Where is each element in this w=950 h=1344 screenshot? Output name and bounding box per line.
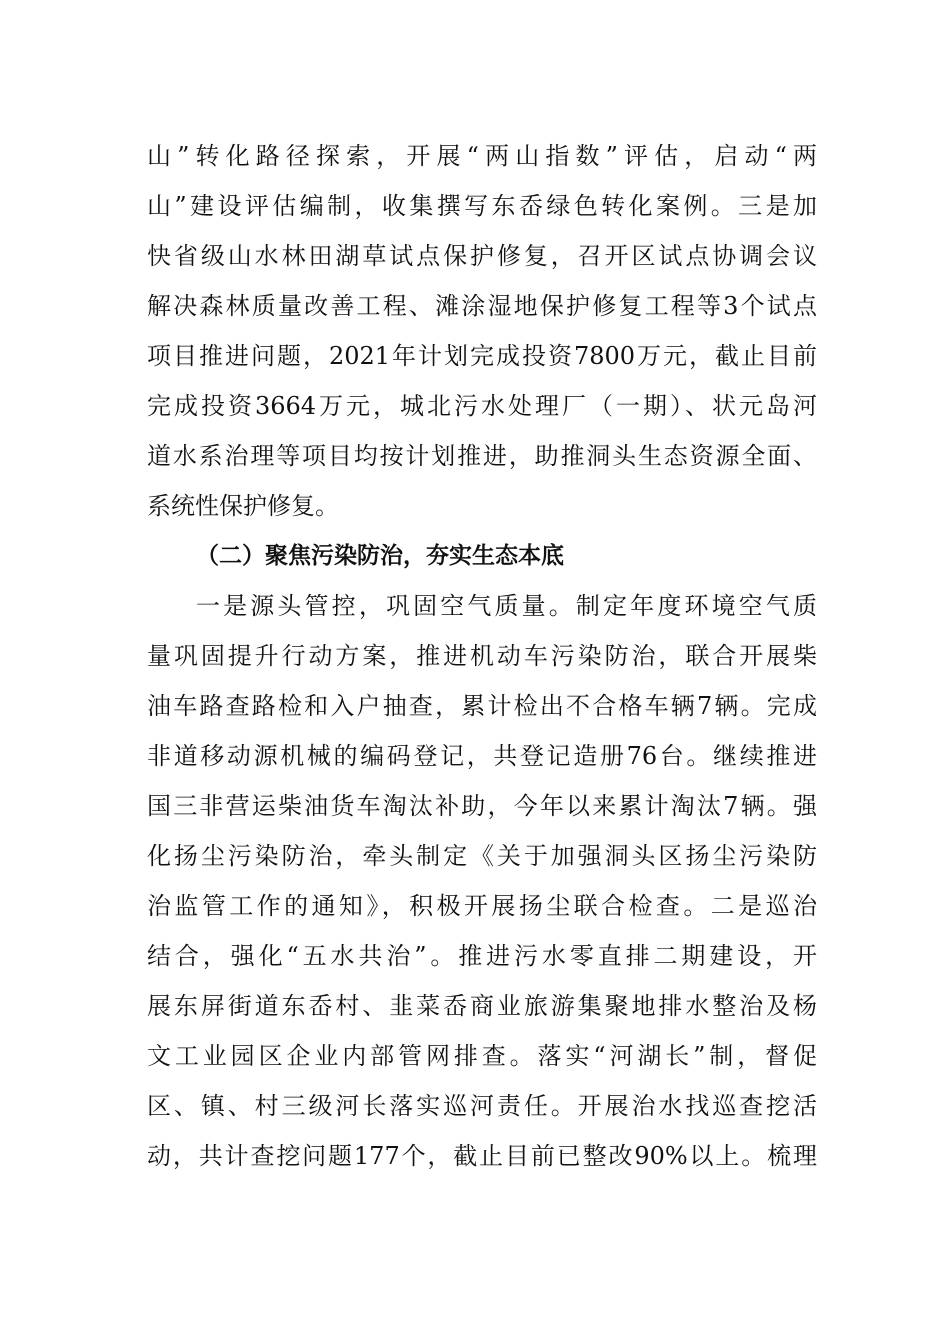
body-text-line: 一是源头管控，巩固空气质量。制定年度环境空气质: [196, 592, 817, 620]
body-text-line: 动，共计查挖问题177个，截止目前已整改90%以上。梳理: [147, 1142, 817, 1170]
body-text-line: 结合，强化“五水共治”。推进污水零直排二期建设，开: [147, 942, 817, 970]
body-text-line: 山”转化路径探索，开展“两山指数”评估，启动“两: [147, 142, 817, 170]
body-text-line: 山”建设评估编制，收集撰写东岙绿色转化案例。三是加: [147, 192, 817, 220]
body-text-line: 文工业园区企业内部管网排查。落实“河湖长”制，督促: [147, 1042, 817, 1070]
body-text-line: 解决森林质量改善工程、滩涂湿地保护修复工程等3个试点: [147, 292, 817, 320]
body-text-line: 治监管工作的通知》，积极开展扬尘联合检查。二是巡治: [147, 892, 817, 920]
body-text-line: 项目推进问题，2021年计划完成投资7800万元，截止目前: [147, 342, 817, 370]
body-text-line: 非道移动源机械的编码登记，共登记造册76台。继续推进: [147, 742, 817, 770]
body-text-line: 系统性保护修复。: [147, 492, 339, 520]
body-text-line: 道水系治理等项目均按计划推进，助推洞头生态资源全面、: [147, 442, 817, 470]
body-text-line: 区、镇、村三级河长落实巡河责任。开展治水找巡查挖活: [147, 1092, 817, 1120]
body-text-line: 量巩固提升行动方案，推进机动车污染防治，联合开展柴: [147, 642, 817, 670]
body-text-line: 化扬尘污染防治，牵头制定《关于加强洞头区扬尘污染防: [147, 842, 817, 870]
section-heading: （二）聚焦污染防治，夯实生态本底: [196, 543, 564, 569]
body-text-line: 油车路查路检和入户抽查，累计检出不合格车辆7辆。完成: [147, 692, 817, 720]
body-text-line: 快省级山水林田湖草试点保护修复，召开区试点协调会议: [147, 242, 817, 270]
body-text-line: 完成投资3664万元，城北污水处理厂（一期）、状元岛河: [147, 392, 817, 420]
body-text-line: 展东屏街道东岙村、韭菜岙商业旅游集聚地排水整治及杨: [147, 992, 817, 1020]
body-text-line: 国三非营运柴油货车淘汰补助，今年以来累计淘汰7辆。强: [147, 792, 817, 820]
